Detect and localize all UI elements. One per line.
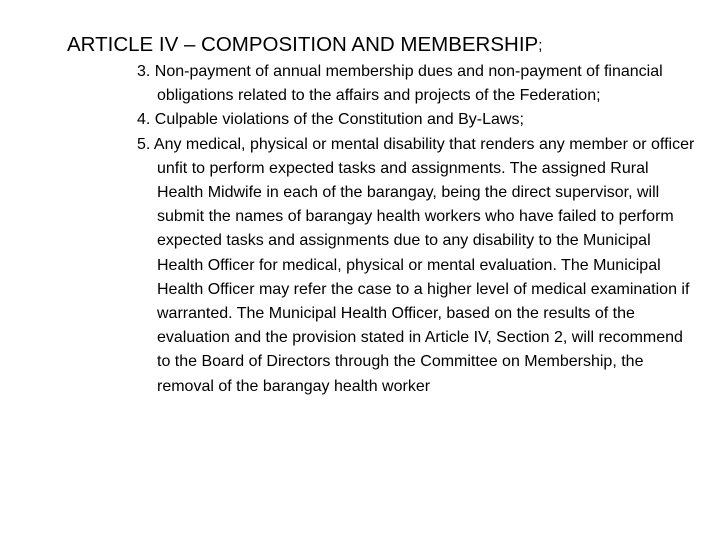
list-item-3: 3. Non-payment of annual membership dues and non-payment of financial obligations related to the affairs and projects of the Federation; xyxy=(137,63,663,105)
list-item-4: 4. Culpable violations of the Constitution and By-Laws; xyxy=(137,111,524,129)
article-heading-text: ARTICLE IV – COMPOSITION AND MEMBERSHIP xyxy=(67,33,539,56)
membership-termination-list xyxy=(137,60,697,399)
article-heading-semicolon: ; xyxy=(538,37,543,54)
article-heading xyxy=(67,31,542,60)
list-item-5: 5. Any medical, physical or mental disability that renders any member or officer unfit to perform expected tasks and assignments. The assigned Rural Health Midwife in each of the barangay, being the direct supervisor, will submit the names of barangay health workers who have failed to perform expected tasks and assignments due to any disability to the Municipal Health Officer for medical, physical or mental evaluation. The Municipal Health Officer may refer the case to a higher level of medical examination if warranted. The Municipal Health Officer, based on the results of the evaluation and the provision stated in Article IV, Section 2, will recommend to the Board of Directors through the Committee on Membership, the removal of the barangay health worker xyxy=(137,135,695,395)
